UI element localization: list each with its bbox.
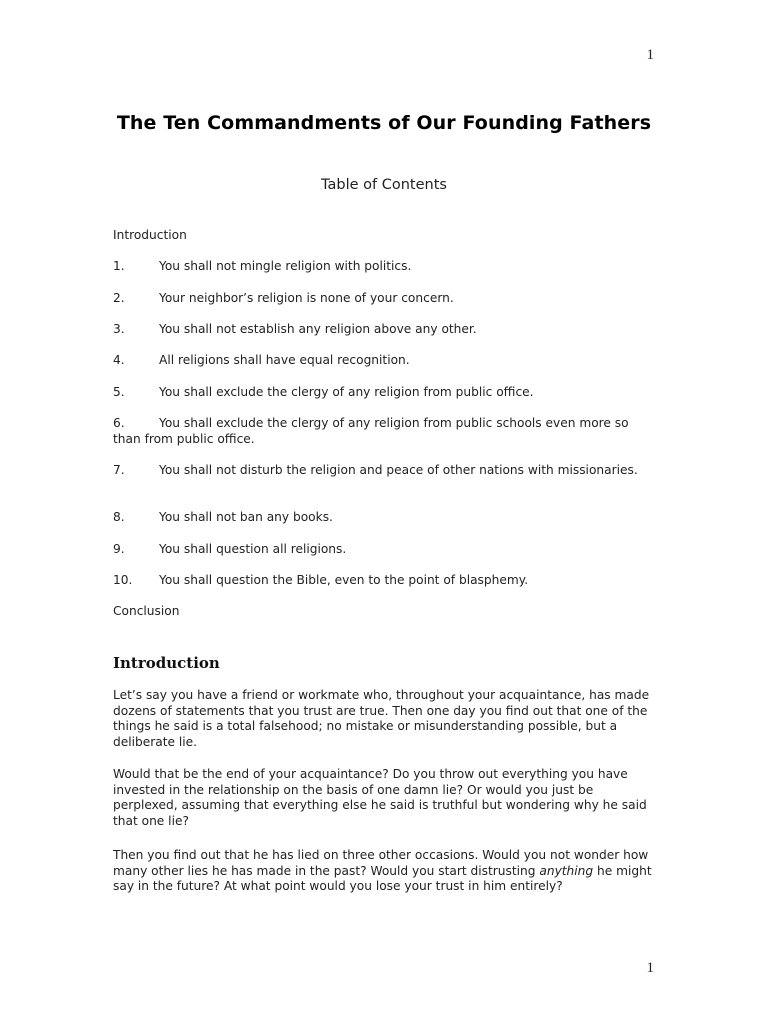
toc-item-text: You shall not mingle religion with politics. <box>159 259 412 273</box>
toc-item-text: Your neighbor’s religion is none of your concern. <box>159 291 454 305</box>
toc-item-number: 2. <box>113 291 125 305</box>
toc-item-number: 4. <box>113 353 125 367</box>
document-title: The Ten Commandments of Our Founding Fathers <box>116 112 652 134</box>
toc-item-text: You shall question the Bible, even to the point of blasphemy. <box>159 573 529 587</box>
toc-item-text: You shall not establish any religion above any other. <box>159 322 477 336</box>
page-number-bottom: 1 <box>646 960 654 976</box>
toc-item-text: You shall not ban any books. <box>159 510 333 524</box>
toc-heading: Table of Contents <box>321 177 447 193</box>
toc-item-6[interactable] <box>113 415 658 447</box>
page-number-top: 1 <box>646 47 654 63</box>
toc-item-text: You shall exclude the clergy of any religion from public office. <box>159 385 534 399</box>
toc-item-number: 9. <box>113 542 125 556</box>
toc-item-number: 6. <box>113 416 125 430</box>
toc-item-8[interactable] <box>113 509 658 525</box>
toc-item-5[interactable] <box>113 384 658 400</box>
toc-item-2[interactable] <box>113 290 658 306</box>
body-text: Then you find out that he has lied on three other occasions. Would you not wonder how many other lies he has made in the past? Would you start distrusting <box>113 848 649 878</box>
toc-item-label: Introduction <box>113 228 187 242</box>
section-heading-introduction: Introduction <box>113 654 220 672</box>
toc-item-9[interactable] <box>113 541 658 557</box>
toc-item-conclusion[interactable] <box>113 603 658 619</box>
toc-item-4[interactable] <box>113 352 658 368</box>
toc-item-label: Conclusion <box>113 604 180 618</box>
body-paragraph: Let’s say you have a friend or workmate who, throughout your acquaintance, has made dozens of statements that you trust are true. Then one day you find out that one of the things he said is a total falsehood; no mistake or misunderstanding possible, but a deliberate lie. <box>113 688 650 750</box>
toc-item-1[interactable] <box>113 258 658 274</box>
toc-item-number: 8. <box>113 510 125 524</box>
toc-item-text: You shall exclude the clergy of any religion from public schools even more so than from public office. <box>113 416 629 446</box>
emphasized-text: anything <box>539 863 594 878</box>
body-paragraph: Would that be the end of your acquaintance? Do you throw out everything you have invested in the relationship on the basis of one damn lie? Or would you just be perplexed, assuming that everything else he said is truthful but wondering why he said that one lie? <box>113 767 647 829</box>
toc-item-3[interactable] <box>113 321 658 337</box>
toc-item-number: 5. <box>113 385 125 399</box>
body-paragraph <box>113 848 658 895</box>
toc-item-number: 1. <box>113 259 125 273</box>
toc-item-number: 7. <box>113 463 125 477</box>
toc-item-introduction[interactable] <box>113 227 658 243</box>
toc-item-number: 10. <box>113 573 133 587</box>
toc-item-text: You shall not disturb the religion and peace of other nations with missionaries. <box>159 463 638 477</box>
toc-item-number: 3. <box>113 322 125 336</box>
toc-item-7[interactable] <box>113 462 658 478</box>
toc-item-text: All religions shall have equal recognition. <box>159 353 410 367</box>
toc-item-10[interactable] <box>113 572 658 588</box>
body-text: he might say in the future? At what point would you lose your trust in him entirely? <box>113 863 652 894</box>
toc-item-text: You shall question all religions. <box>159 542 347 556</box>
